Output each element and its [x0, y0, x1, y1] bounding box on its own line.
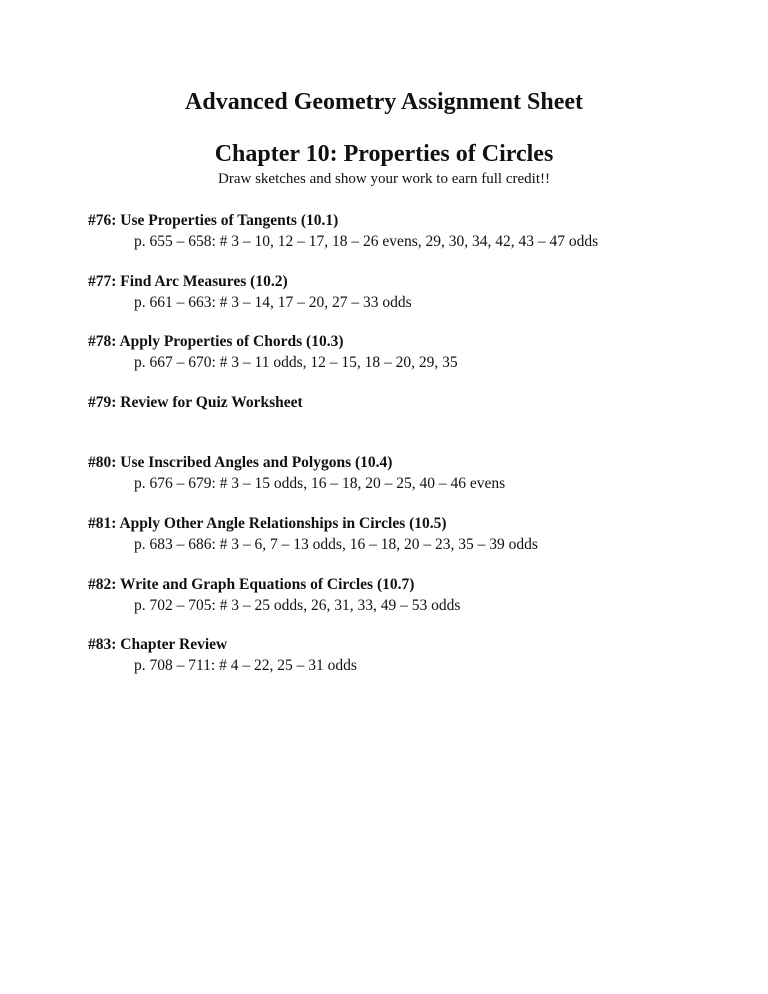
assignment-heading — [88, 513, 748, 534]
assignment-title: Use Properties of Tangents (10.1) — [120, 212, 339, 229]
assignment-title: Write and Graph Equations of Circles (10.7) — [120, 575, 415, 593]
assignment-title: Chapter Review — [120, 636, 228, 654]
assignment-heading — [88, 271, 748, 292]
assignment-pages: p. 655 – 658: # 3 – 10, 12 – 17, 18 – 26 evens, 29, 30, 34, 42, 43 – 47 odds — [134, 233, 599, 250]
assignment-number: #82: — [88, 575, 117, 593]
assignment-pages: p. 661 – 663: # 3 – 14, 17 – 20, 27 – 33 odds — [134, 293, 412, 311]
assignment-heading — [88, 574, 748, 595]
assignment-pages: p. 702 – 705: # 3 – 25 odds, 26, 31, 33, 49 – 53 odds — [134, 596, 461, 614]
document-title: Advanced Geometry Assignment Sheet — [185, 89, 583, 115]
assignment-item — [88, 392, 748, 453]
assignment-item — [88, 513, 748, 574]
assignment-pages: p. 683 – 686: # 3 – 6, 7 – 13 odds, 16 – 18, 20 – 23, 35 – 39 odds — [134, 535, 538, 553]
assignment-pages: p. 676 – 679: # 3 – 15 odds, 16 – 18, 20 – 25, 40 – 46 evens — [134, 475, 506, 493]
assignment-list — [88, 210, 748, 695]
instructions-text: Draw sketches and show your work to earn full credit!! — [218, 171, 550, 187]
assignment-item — [88, 210, 748, 271]
assignment-heading — [88, 452, 748, 473]
assignment-item — [88, 331, 748, 392]
assignment-title: Find Arc Measures (10.2) — [120, 272, 288, 290]
assignment-item — [88, 634, 748, 695]
assignment-heading — [88, 331, 748, 352]
assignment-title: Apply Other Angle Relationships in Circles (10.5) — [119, 514, 447, 532]
assignment-item — [88, 452, 748, 513]
assignment-number: #80: — [88, 454, 117, 472]
assignment-number: #77: — [88, 272, 117, 290]
assignment-number: #76: — [88, 212, 117, 229]
assignment-number: #78: — [88, 333, 117, 351]
assignment-number: #81: — [88, 514, 117, 532]
assignment-title: Review for Quiz Worksheet — [120, 393, 303, 411]
assignment-pages: p. 708 – 711: # 4 – 22, 25 – 31 odds — [134, 657, 357, 675]
assignment-heading — [88, 634, 748, 655]
assignment-pages: p. 667 – 670: # 3 – 11 odds, 12 – 15, 18 – 20, 29, 35 — [134, 354, 458, 372]
assignment-heading — [88, 392, 748, 413]
assignment-heading — [88, 210, 748, 231]
assignment-item — [88, 574, 748, 635]
assignment-number: #79: — [88, 393, 117, 411]
assignment-title: Apply Properties of Chords (10.3) — [119, 333, 344, 351]
chapter-title: Chapter 10: Properties of Circles — [214, 141, 554, 167]
assignment-title: Use Inscribed Angles and Polygons (10.4) — [120, 454, 393, 472]
assignment-item — [88, 271, 748, 332]
assignment-number: #83: — [88, 636, 117, 654]
